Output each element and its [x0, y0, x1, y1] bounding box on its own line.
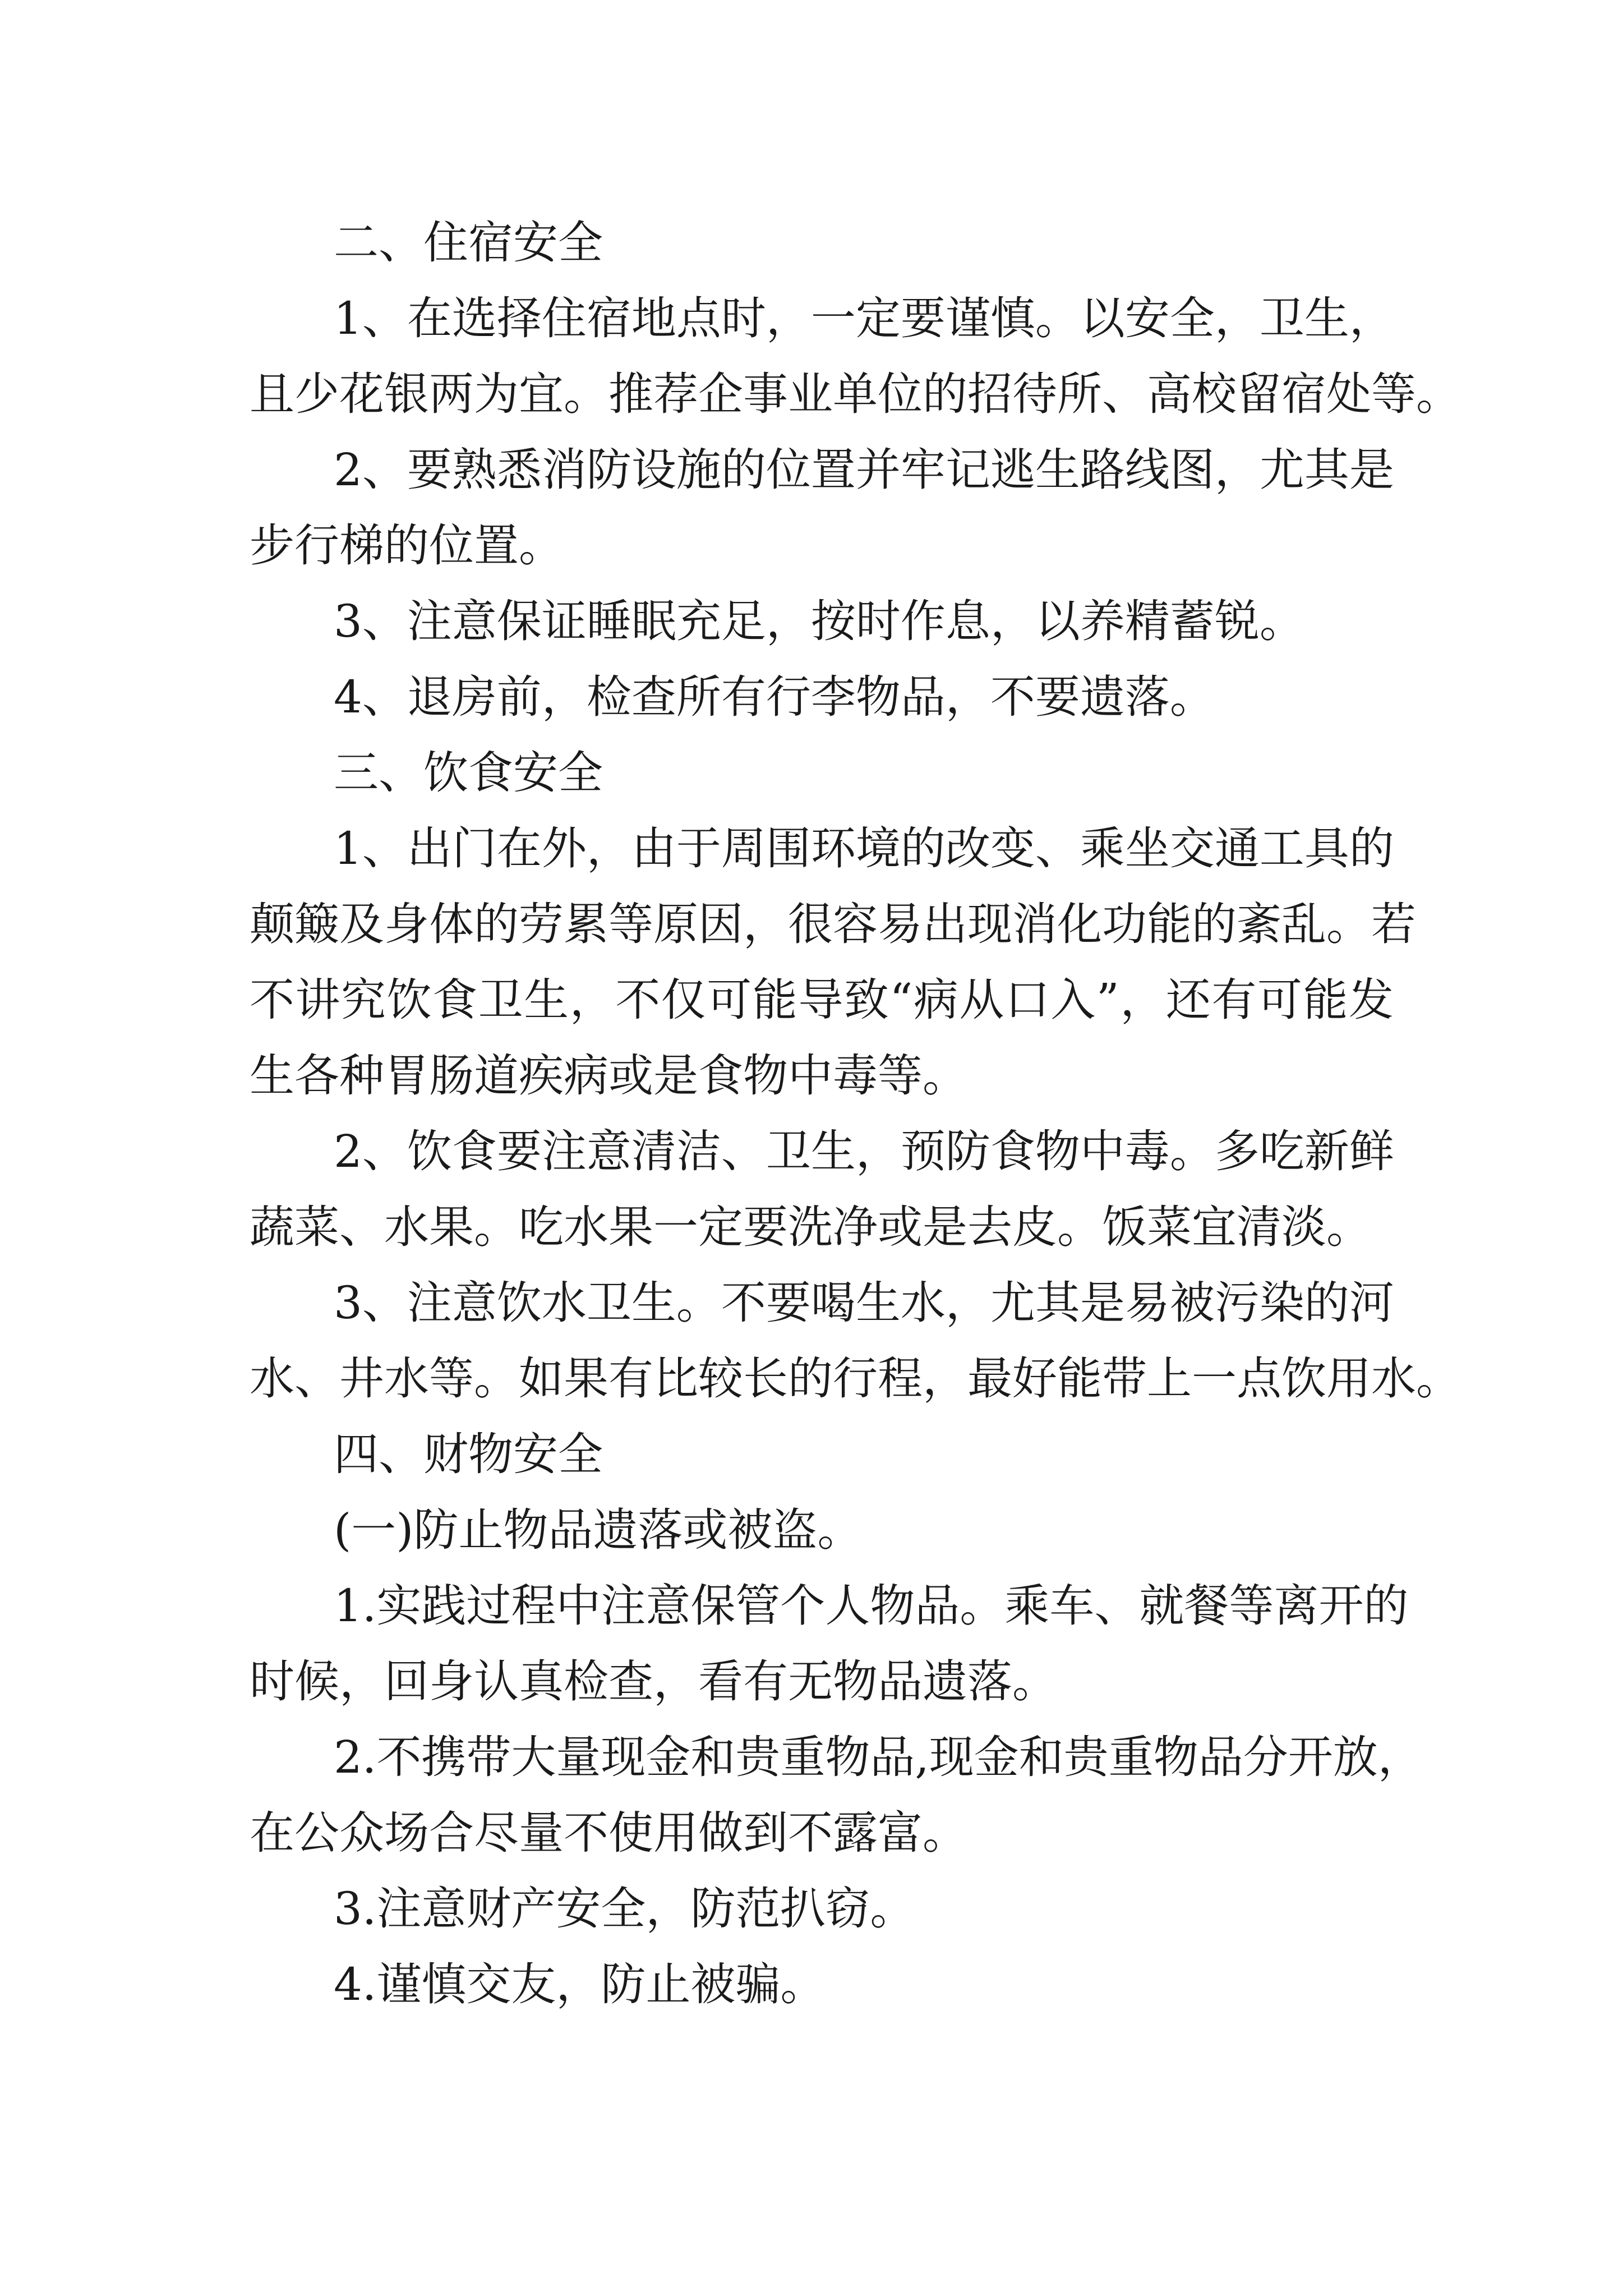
- paragraph-line: 2、要熟悉消防设施的位置并牢记逃生路线图，尤其是: [334, 444, 1394, 496]
- section-heading-lodging: 二、住宿安全: [334, 217, 603, 269]
- paragraph-line: 2.不携带大量现金和贵重物品,现金和贵重物品分开放，: [334, 1731, 1423, 1783]
- subsection-heading: (一)防止物品遗落或被盗。: [334, 1504, 863, 1556]
- paragraph-line: 水、井水等。如果有比较长的行程，最好能带上一点饮用水。: [250, 1352, 1461, 1405]
- paragraph-line: 1、出门在外，由于周围环境的改变、乘坐交通工具的: [334, 822, 1394, 875]
- paragraph-line: 生各种胃肠道疾病或是食物中毒等。: [250, 1050, 967, 1102]
- paragraph-line: 3.注意财产安全，防范扒窃。: [334, 1883, 915, 1935]
- paragraph-line: 时候，回身认真检查，看有无物品遗落。: [250, 1655, 1057, 1708]
- paragraph-line: 不讲究饮食卫生，不仅可能导致“病从口入”，还有可能发: [250, 974, 1394, 1026]
- paragraph-line: 1、在选择住宿地点时，一定要谨慎。以安全，卫生，: [334, 292, 1394, 344]
- paragraph-line: 在公众场合尽量不使用做到不露富。: [250, 1807, 967, 1859]
- paragraph-line: 1.实践过程中注意保管个人物品。乘车、就餐等离开的: [334, 1580, 1409, 1632]
- paragraph-line: 且少花银两为宜。推荐企事业单位的招待所、高校留宿处等。: [250, 368, 1461, 420]
- section-heading-property: 四、财物安全: [334, 1428, 603, 1480]
- paragraph-line: 2、饮食要注意清洁、卫生，预防食物中毒。多吃新鲜: [334, 1125, 1394, 1177]
- paragraph-line: 3、注意保证睡眠充足，按时作息，以养精蓄锐。: [334, 595, 1304, 647]
- section-heading-food: 三、饮食安全: [334, 747, 603, 799]
- paragraph-line: 4.谨慎交友，防止被骗。: [334, 1958, 826, 2010]
- paragraph-line: 蔬菜、水果。吃水果一定要洗净或是去皮。饭菜宜清淡。: [250, 1201, 1371, 1253]
- paragraph-line: 颠簸及身体的劳累等原因，很容易出现消化功能的紊乱。若: [250, 898, 1416, 950]
- paragraph-line: 步行梯的位置。: [250, 519, 564, 572]
- paragraph-line: 4、退房前，检查所有行李物品，不要遗落。: [334, 671, 1215, 723]
- paragraph-line: 3、注意饮水卫生。不要喝生水，尤其是易被污染的河: [334, 1277, 1394, 1329]
